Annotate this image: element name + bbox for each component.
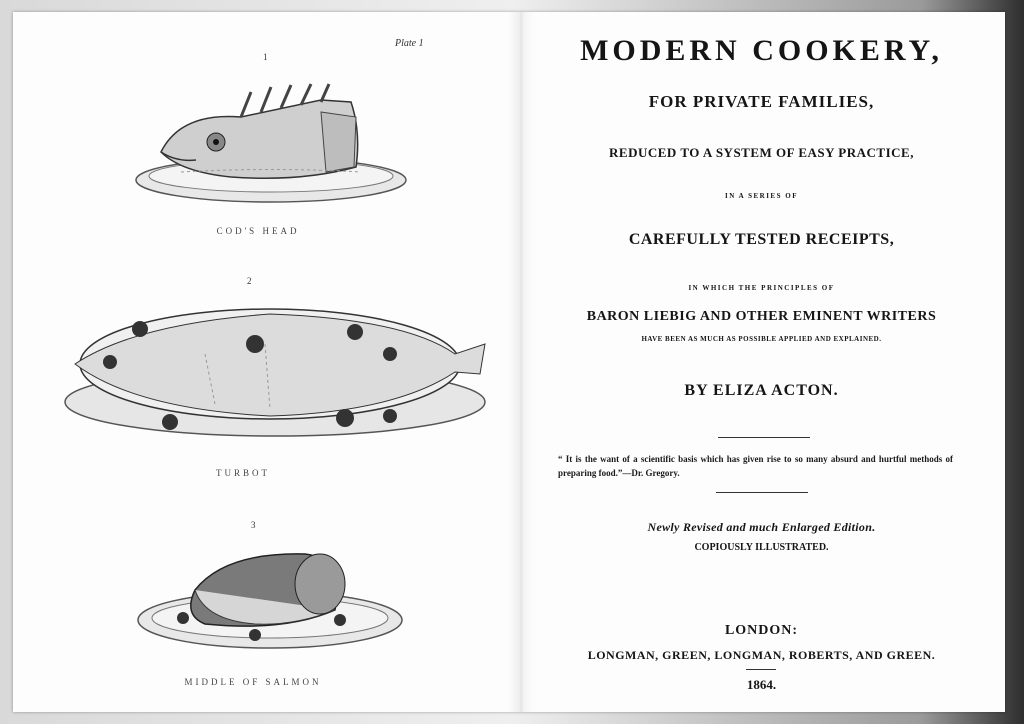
subtitle-liebig: BARON LIEBIG AND OTHER EMINENT WRITERS [586, 309, 937, 324]
imprint-city: LONDON: [724, 623, 799, 638]
title-page [518, 12, 1005, 712]
connector-applied: HAVE BEEN AS MUCH AS POSSIBLE APPLIED AND EXPLAINED. [641, 335, 882, 343]
salmon-illustration [125, 540, 415, 660]
book-spread [13, 12, 1005, 712]
connector-principles: IN WHICH THE PRINCIPLES OF [688, 284, 835, 292]
illustrated-line: COPIOUSLY ILLUSTRATED. [694, 542, 829, 553]
connector-series: IN A SERIES OF [725, 192, 798, 200]
year-rule [746, 669, 776, 670]
subtitle-tested-receipts: CAREFULLY TESTED RECEIPTS, [628, 231, 895, 248]
figure-caption-2: TURBOT [216, 468, 270, 478]
epigraph-quote: “ It is the want of a scientific basis which has given rise to so many absurd and hurtful methods of preparing food.”—Dr. Gregory. [558, 454, 953, 478]
divider-rule-bottom [716, 492, 808, 493]
divider-rule-top [718, 437, 810, 438]
imprint-publisher: LONGMAN, GREEN, LONGMAN, ROBERTS, AND GREEN. [587, 648, 936, 662]
turbot-illustration [55, 294, 495, 444]
imprint-year: 1864. [746, 677, 777, 692]
plate-label: Plate 1 [395, 38, 424, 49]
figure-number-1: 1 [263, 52, 268, 62]
figure-number-3: 3 [251, 520, 256, 530]
figure-number-2: 2 [247, 276, 252, 286]
figure-caption-3: MIDDLE OF SALMON [184, 677, 322, 687]
plate-page [13, 12, 518, 712]
book-title: MODERN COOKERY, [580, 34, 943, 67]
subtitle-easy-practice: REDUCED TO A SYSTEM OF EASY PRACTICE, [609, 145, 914, 160]
cods-head-illustration [121, 72, 421, 212]
edition-line: Newly Revised and much Enlarged Edition. [647, 520, 876, 534]
author-line: BY ELIZA ACTON. [684, 382, 839, 399]
subtitle-private-families: FOR PRIVATE FAMILIES, [648, 92, 875, 111]
figure-caption-1: COD'S HEAD [216, 226, 300, 236]
